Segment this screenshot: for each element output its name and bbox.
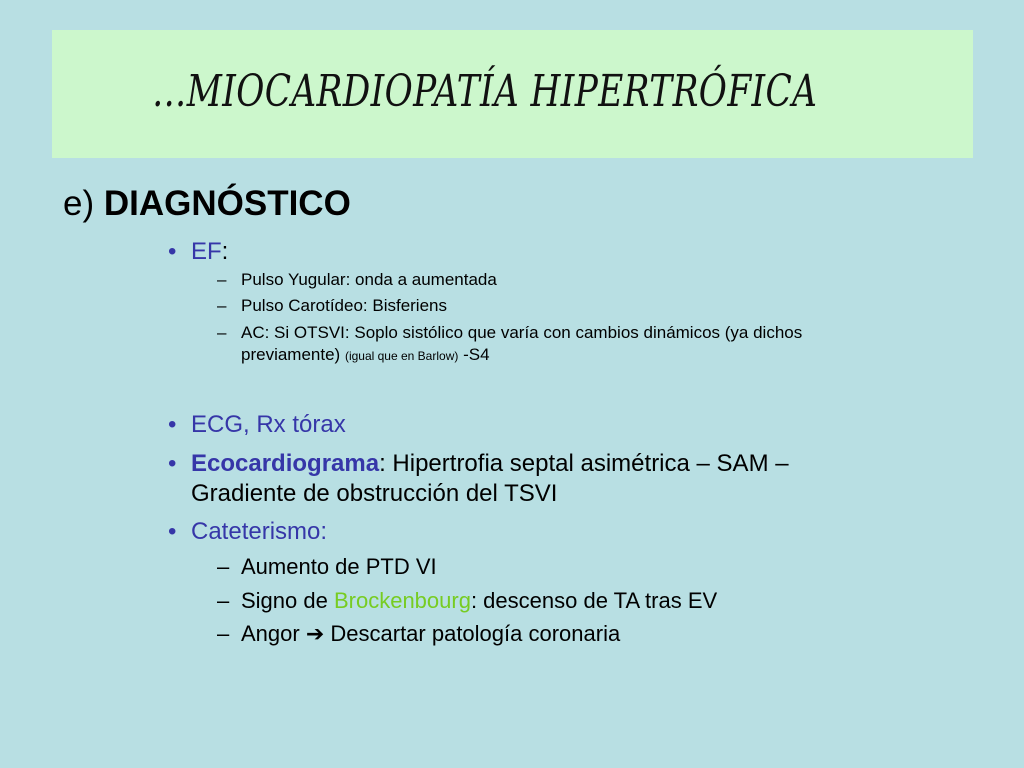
brock-prefix: Signo de <box>241 588 334 613</box>
sub-item-angor <box>241 621 620 647</box>
ac-s4: -S4 <box>463 345 490 364</box>
dash-marker: – <box>217 554 230 579</box>
sub-item-pulso-yugular: Pulso Yugular: onda a aumentada <box>241 270 497 289</box>
eco-colon: : <box>379 450 386 477</box>
bullet-marker: • <box>168 238 177 265</box>
slide-title: …MIOCARDIOPATÍA HIPERTRÓFICA <box>152 66 818 117</box>
ac-previamente: previamente) <box>241 345 341 364</box>
sub-item-ac-line1: AC: Si OTSVI: Soplo sistólico que varía con cambios dinámicos (ya dichos <box>241 323 803 342</box>
brock-highlight: Brockenbourg <box>333 588 471 613</box>
bullet-ecg: ECG, Rx tórax <box>191 411 346 438</box>
title-box <box>52 30 973 158</box>
bullet-ef-colon: : <box>221 238 229 265</box>
arrow-right-icon: ➔ <box>305 621 325 646</box>
dash-marker: – <box>217 323 227 342</box>
bullet-ecocardiograma <box>191 450 789 478</box>
brock-rest: : descenso de TA tras EV <box>470 588 718 613</box>
dash-marker: – <box>217 296 227 315</box>
bullet-marker: • <box>168 450 177 477</box>
bullet-ef <box>191 238 228 266</box>
heading-prefix: e) <box>63 184 104 223</box>
sub-item-ptd: Aumento de PTD VI <box>241 554 437 579</box>
eco-line1: Hipertrofia septal asimétrica – SAM – <box>385 450 789 477</box>
bullet-marker: • <box>168 518 177 545</box>
angor-prefix: Angor <box>241 621 306 646</box>
dash-marker: – <box>217 621 230 646</box>
sub-item-ac-line2 <box>241 345 490 365</box>
dash-marker: – <box>217 588 230 613</box>
bullet-marker: • <box>168 411 177 438</box>
sub-item-pulso-carotideo: Pulso Carotídeo: Bisferiens <box>241 296 447 315</box>
dash-marker: – <box>217 270 227 289</box>
ac-small-note: (igual que en Barlow) <box>344 349 459 363</box>
sub-item-brockenbourg <box>241 588 717 614</box>
bullet-ef-label: EF <box>191 238 222 265</box>
eco-line2: Gradiente de obstrucción del TSVI <box>191 480 558 507</box>
eco-label: Ecocardiograma <box>191 450 380 477</box>
angor-rest: Descartar patología coronaria <box>324 621 621 646</box>
section-heading <box>63 184 351 224</box>
heading-bold: DIAGNÓSTICO <box>103 184 351 223</box>
bullet-cateterismo: Cateterismo: <box>191 518 328 545</box>
